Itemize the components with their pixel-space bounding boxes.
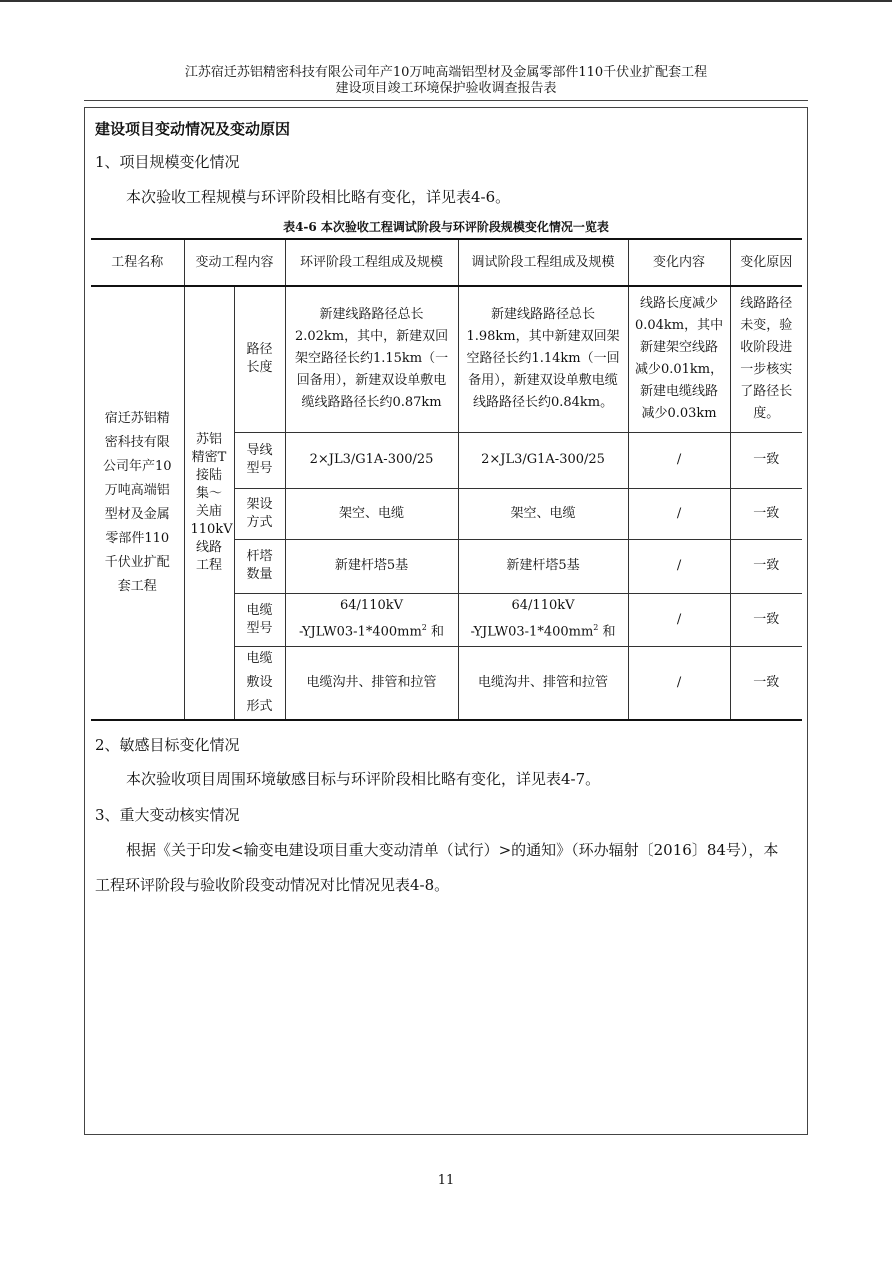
- debug-cable-model: -YJLW03-1*400mm: [470, 624, 594, 640]
- eia-cell: 新建线路路径总长2.02km，其中，新建双回架空路径长约1.15km（一回备用），新建双设单敷电缆线路路径长约0.87km: [285, 286, 458, 432]
- header-change-item: 变动工程内容: [184, 239, 285, 286]
- report-header-line2: 建设项目竣工环境保护验收调查报告表: [335, 81, 557, 96]
- scale-change-heading: 1、项目规模变化情况: [95, 153, 240, 171]
- table-row: [91, 286, 802, 432]
- top-border: [0, 0, 892, 2]
- item-cell: 路径长度: [234, 286, 285, 432]
- debug-cable-line1: 64/110kV: [511, 598, 575, 614]
- scale-change-text: 本次验收工程规模与环评阶段相比略有变化，详见表4-6。: [126, 188, 511, 206]
- item-cell: 杆塔数量: [234, 539, 285, 593]
- reason-cell: 一致: [730, 432, 802, 488]
- major-change-heading: 3、重大变动核实情况: [95, 806, 240, 824]
- reason-cell: 一致: [730, 646, 802, 720]
- header-project-name: 工程名称: [91, 239, 184, 286]
- eia-cell: 新建杆塔5基: [285, 539, 458, 593]
- debug-cable-sup: 2: [593, 623, 599, 633]
- debug-cell: 电缆沟井、排管和拉管: [458, 646, 628, 720]
- eia-cell: 架空、电缆: [285, 488, 458, 539]
- table-header-row: [91, 239, 802, 286]
- reason-cell: 一致: [730, 539, 802, 593]
- major-change-text-line2: 工程环评阶段与验收阶段变动情况对比情况见表4-8。: [95, 876, 450, 894]
- change-cell: /: [628, 488, 730, 539]
- change-cell: /: [628, 646, 730, 720]
- sensitive-target-heading: 2、敏感目标变化情况: [95, 736, 240, 754]
- reason-cell: 一致: [730, 488, 802, 539]
- debug-cell: 新建线路路径总长1.98km，其中新建双回架空路径长约1.14km（一回备用），新建双设单敷电缆线路路径长约0.84km。: [458, 286, 628, 432]
- item-cell: 导线型号: [234, 432, 285, 488]
- change-cell: /: [628, 432, 730, 488]
- eia-cable-model: -YJLW03-1*400mm: [299, 624, 422, 640]
- header-change-reason: 变化原因: [730, 239, 802, 286]
- report-header-line1: 江苏宿迁苏铝精密科技有限公司年产10万吨高端铝型材及金属零部件110千伏业扩配套工程: [184, 65, 708, 80]
- line-name-cell: 苏铝精密T接陆集～关庙110kV线路工程: [184, 286, 234, 720]
- item-cell: 电缆敷设形式: [234, 646, 285, 720]
- reason-cell: 线路路径未变，验收阶段进一步核实了路径长度。: [730, 286, 802, 432]
- debug-cell: 2×JL3/G1A-300/25: [458, 432, 628, 488]
- eia-cable-suffix: 和: [426, 624, 445, 640]
- section-title: 建设项目变动情况及变动原因: [95, 120, 291, 138]
- project-name-cell: 宿迁苏铝精密科技有限公司年产10万吨高端铝型材及金属零部件110千伏业扩配套工程: [91, 286, 184, 720]
- page-number: 11: [437, 1173, 455, 1188]
- debug-cell: 新建杆塔5基: [458, 539, 628, 593]
- reason-cell: 一致: [730, 593, 802, 646]
- header-rule: [84, 100, 808, 101]
- eia-cable-line2: [289, 617, 455, 643]
- item-cell: 架设方式: [234, 488, 285, 539]
- table-caption: 表4-6 本次验收工程调试阶段与环评阶段规模变化情况一览表: [283, 220, 609, 234]
- scale-change-table: [91, 238, 802, 721]
- debug-cell: [458, 593, 628, 646]
- change-cell: /: [628, 593, 730, 646]
- eia-cable-sup: 2: [421, 623, 427, 633]
- debug-cable-suffix: 和: [598, 624, 616, 640]
- content-frame: [84, 107, 808, 1135]
- eia-cell: 电缆沟井、排管和拉管: [285, 646, 458, 720]
- sensitive-target-text: 本次验收项目周围环境敏感目标与环评阶段相比略有变化，详见表4-7。: [126, 770, 601, 788]
- item-cell: 电缆型号: [234, 593, 285, 646]
- eia-cell: [285, 593, 458, 646]
- change-cell: /: [628, 539, 730, 593]
- change-cell: 线路长度减少0.04km，其中新建架空线路减少0.01km，新建电缆线路减少0.03km: [628, 286, 730, 432]
- header-debug-stage: 调试阶段工程组成及规模: [458, 239, 628, 286]
- debug-cable-line2: [462, 617, 625, 643]
- header-change-content: 变化内容: [628, 239, 730, 286]
- debug-cell: 架空、电缆: [458, 488, 628, 539]
- major-change-text-line1: 根据《关于印发<输变电建设项目重大变动清单（试行）>的通知》（环办辐射〔2016〕84号），本: [126, 841, 779, 859]
- eia-cable-line1: 64/110kV: [340, 598, 404, 614]
- eia-cell: 2×JL3/G1A-300/25: [285, 432, 458, 488]
- header-eia-stage: 环评阶段工程组成及规模: [285, 239, 458, 286]
